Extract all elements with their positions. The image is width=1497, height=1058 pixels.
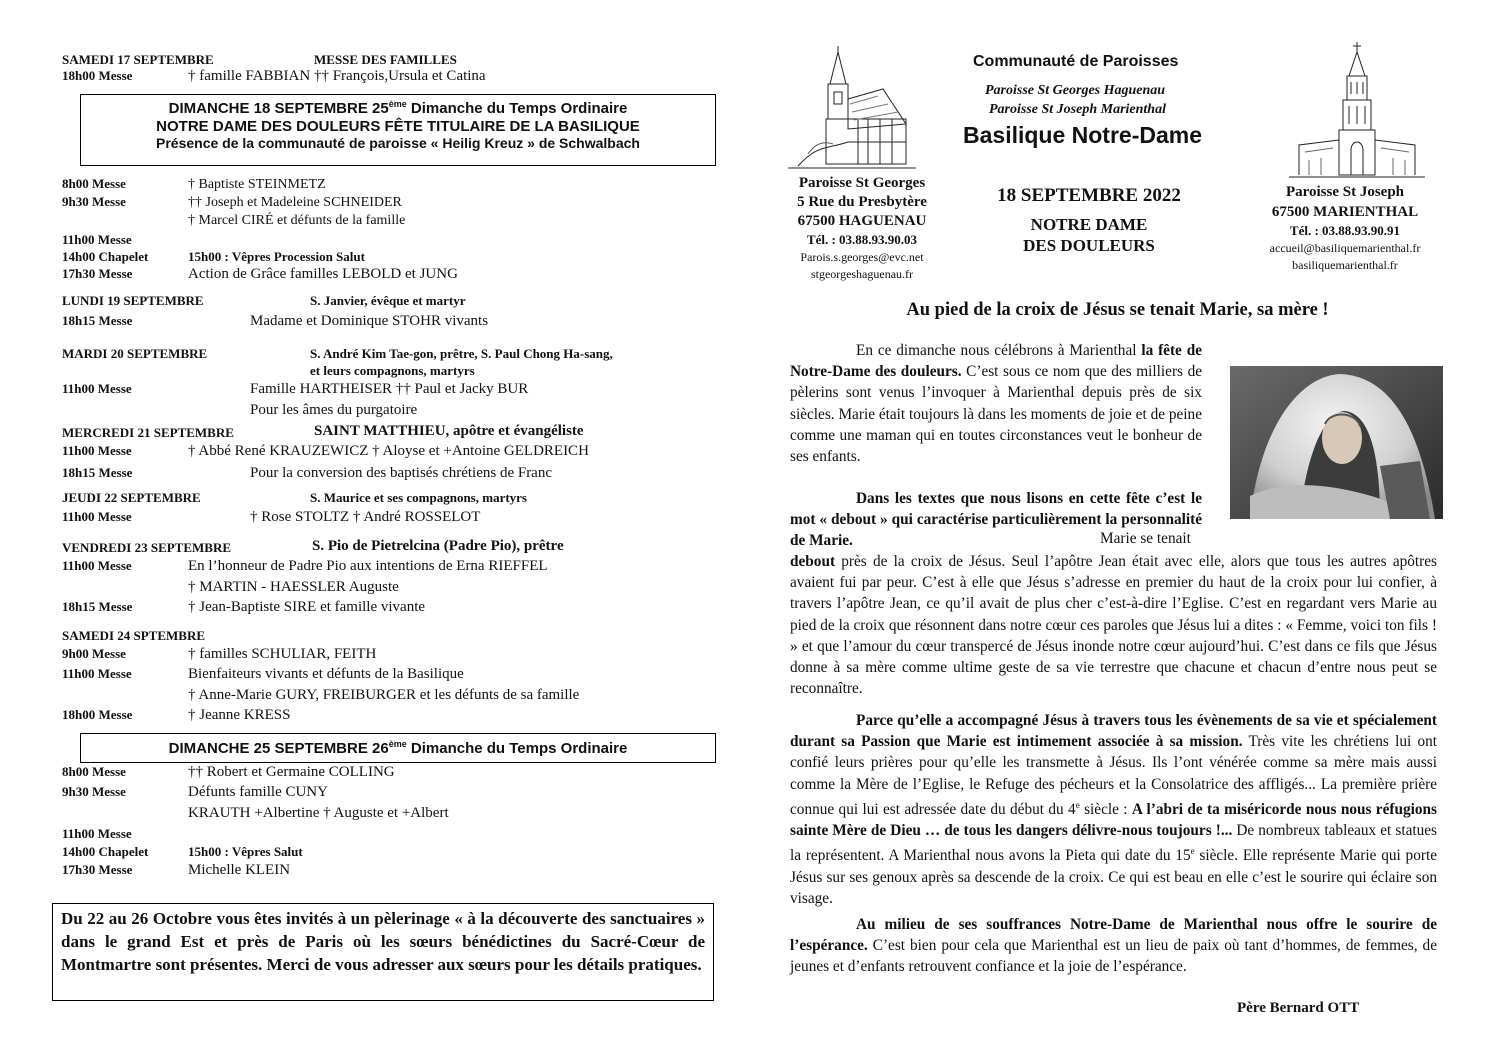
st-joseph-block bbox=[1240, 182, 1450, 274]
mass-row: 9h30 Messe †† Joseph et Madeleine SCHNEIDER bbox=[62, 194, 402, 210]
marienthal-basilica-icon bbox=[1285, 40, 1430, 180]
mass-row: 9h30 Messe Défunts famille CUNY bbox=[62, 784, 328, 800]
mass-row: 8h00 Messe †† Robert et Germaine COLLING bbox=[62, 764, 395, 780]
st-georges-address: 5 Rue du Presbytère bbox=[797, 194, 927, 210]
paragraph-2: debout près de la croix de Jésus. Seul l’apôtre Jean était avec elle, alors que tous les autres apôtres avaient fui par peur. C’est à elle que Jésus s’adresse en premier du haut de la croix pour lui confier, à travers l’apôtre Jean, ce qu’il avait de plus cher c’est-à-dire l’Eglise. C’est en regardant vers Marie au pied de la croix que résonnent dans notre cœur ces paroles que Jésus lui a dites : « Femme, voici ton fils ! » et que l’amour du cœur transpercé de Jésus inonde notre cœur aujourd’hui. C’est dans ce fils que Jésus donne à sa mère comme ultime geste de sa vie terrestre que chacune et chacun d’entre nous peut se reconnaître. bbox=[790, 553, 1437, 698]
feast-label: et leurs compagnons, martyrs bbox=[310, 363, 475, 378]
st-joseph-name: Paroisse St Joseph bbox=[1285, 184, 1405, 200]
mass-row: 18h00 Messe † famille FABBIAN †† François,Ursula et Catina bbox=[62, 68, 486, 84]
mass-row: 18h00 Messe † Jeanne KRESS bbox=[62, 707, 291, 723]
st-joseph-phone: Tél. : 03.88.93.90.91 bbox=[1289, 223, 1401, 238]
st-joseph-email: accueil@basiliquemarienthal.fr bbox=[1269, 241, 1421, 255]
feast-label: S. André Kim Tae-gon, prêtre, S. Paul Chong Ha-sang, bbox=[310, 346, 613, 361]
day-heading: JEUDI 22 SEPTEMBRE bbox=[62, 490, 201, 505]
paragraph-4: Au milieu de ses souffrances Notre-Dame de Marienthal nous offre le sourire de l’espérance. C’est bien pour cela que Marienthal est un lieu de paix où tant d’hommes, de femmes, de jeunes et d’enfants retrouvent confiance et la joie de l’espérance. bbox=[790, 916, 1437, 976]
mass-row: 17h30 Messe Michelle KLEIN bbox=[62, 862, 291, 878]
pilgrimage-box bbox=[52, 903, 714, 1001]
paragraph-2-continuation-start: Marie se tenait bbox=[1100, 530, 1191, 547]
st-georges-phone: Tél. : 03.88.93.90.03 bbox=[806, 232, 918, 247]
st-georges-block bbox=[770, 174, 954, 283]
mass-row: 18h15 Messe Madame et Dominique STOHR vivants bbox=[62, 313, 489, 329]
mass-row: 14h00 Chapelet 15h00 : Vêpres Procession Salut bbox=[62, 249, 365, 264]
day-heading: LUNDI 19 SEPTEMBRE bbox=[62, 293, 204, 308]
mass-row: 11h00 Messe En l’honneur de Padre Pio aux intentions de Erna RIEFFEL bbox=[62, 558, 548, 574]
day-heading: SAMEDI 17 SEPTEMBRE bbox=[62, 52, 214, 67]
pilgrimage-text: Du 22 au 26 Octobre vous êtes invités à un pèlerinage « à la découverte des sanctuaires » dans le grand Est et près de Paris où les sœurs bénédictines du Sacré-Cœur de Montmartre sont présentes. Merci de vous adresser aux sœurs pour les détails pratiques. bbox=[61, 909, 705, 974]
mass-row: 11h00 Messe † Rose STOLTZ † André ROSSELOT bbox=[62, 509, 481, 525]
parish-1: Paroisse St Georges Haguenau bbox=[985, 83, 1166, 98]
st-georges-church-icon bbox=[788, 44, 918, 174]
bulletin-date: 18 SEPTEMBRE 2022 bbox=[997, 185, 1181, 206]
day-heading: MERCREDI 21 SEPTEMBRE bbox=[62, 425, 234, 440]
mass-row: 14h00 Chapelet 15h00 : Vêpres Salut bbox=[62, 844, 303, 859]
paragraph-3: Parce qu’elle a accompagné Jésus à travers tous les évènements de sa vie et spécialement durant sa Passion que Marie est intimement associée à sa mission. Très vite les chrétiens lui ont confié leurs prières pour qu’elle les transmette à Jésus. Ils l’ont vénérée comme sa mère mais aussi comme la Mère de l’Eglise, le Refuge des pécheurs et la Consolatrice des affligés... La première prière connue qui lui est adressée date du début du 4e siècle : A l’abri de ta miséricorde nous nous réfugions sainte Mère de Dieu … de tous les dangers délivre-nous toujours !... De nombreux tableaux et statues la représentent. A Marienthal nous avons la Pieta qui date du 15e siècle. Elle représente Marie qui porte Jésus sur ses genoux après sa descende de la croix. Ce qui est beau en elle c’est le sourire qui éclaire son visage. bbox=[790, 712, 1437, 907]
st-georges-web: stgeorgeshaguenau.fr bbox=[810, 267, 914, 281]
signature: Père Bernard OTT bbox=[1237, 1000, 1360, 1016]
mass-row: 11h00 Messe bbox=[62, 826, 132, 841]
feast-label: S. Janvier, évêque et martyr bbox=[310, 293, 466, 308]
mass-row: 11h00 Messe bbox=[62, 232, 132, 247]
mass-row: 11h00 Messe † Abbé René KRAUZEWICZ † Aloyse et +Antoine GELDREICH bbox=[62, 443, 589, 459]
st-joseph-city: 67500 MARIENTHAL bbox=[1271, 204, 1419, 220]
mass-row: 11h00 Messe Bienfaiteurs vivants et défunts de la Basilique bbox=[62, 666, 464, 682]
mass-row: 17h30 Messe Action de Grâce familles LEBOLD et JUNG bbox=[62, 266, 458, 282]
mass-row: † Marcel CIRÉ et défunts de la famille bbox=[188, 213, 406, 228]
st-georges-email: Parois.s.georges@evc.net bbox=[800, 250, 924, 264]
feast-name: NOTRE DAME DES DOULEURS bbox=[1023, 215, 1155, 255]
mass-row: † Anne-Marie GURY, FREIBURGER et les défunts de sa famille bbox=[188, 687, 580, 703]
sunday-18-box bbox=[80, 94, 716, 166]
mass-row: † MARTIN - HAESSLER Auguste bbox=[188, 579, 399, 595]
sunday-title: DIMANCHE 18 SEPTEMBRE 25ème Dimanche du Temps Ordinaire bbox=[168, 99, 628, 117]
day-heading: MARDI 20 SEPTEMBRE bbox=[62, 346, 208, 361]
feast-title: NOTRE DAME DES DOULEURS FÊTE TITULAIRE DE LA BASILIQUE bbox=[156, 118, 640, 135]
mass-row: 18h15 Messe † Jean-Baptiste SIRE et famille vivante bbox=[62, 599, 426, 615]
parish-2: Paroisse St Joseph Marienthal bbox=[989, 102, 1166, 117]
st-georges-name: Paroisse St Georges bbox=[798, 175, 926, 191]
day-heading: SAMEDI 24 SPTEMBRE bbox=[62, 628, 206, 643]
mass-row: 11h00 Messe Famille HARTHEISER †† Paul et Jacky BUR bbox=[62, 381, 529, 397]
st-joseph-web: basiliquemarienthal.fr bbox=[1292, 258, 1398, 272]
mass-row: 8h00 Messe † Baptiste STEINMETZ bbox=[62, 176, 326, 192]
pieta-photo bbox=[1230, 366, 1443, 519]
mass-row: 9h00 Messe † familles SCHULIAR, FEITH bbox=[62, 646, 377, 662]
sunday-25-box bbox=[80, 733, 716, 763]
paragraph-1: En ce dimanche nous célébrons à Marienthal la fête de Notre-Dame des douleurs. C’est sous ce nom que des milliers de pèlerins sont venus l’invoquer à Marienthal depuis près de six siècles. Marie était toujours là dans les moments de joie et de peine comme une maman qui en toutes circonstances veut le bonheur de ses enfants. bbox=[790, 342, 1203, 466]
sunday-title: DIMANCHE 25 SEPTEMBRE 26ème Dimanche du Temps Ordinaire bbox=[168, 739, 628, 757]
mass-row: 18h15 Messe Pour la conversion des baptisés chrétiens de Franc bbox=[62, 465, 552, 481]
feast-label: SAINT MATTHIEU, apôtre et évangéliste bbox=[314, 423, 584, 439]
mass-row: Pour les âmes du purgatoire bbox=[250, 402, 418, 418]
guest-community: Présence de la communauté de paroisse « Heilig Kreuz » de Schwalbach bbox=[156, 135, 640, 151]
mass-row: KRAUTH +Albertine † Auguste et +Albert bbox=[188, 805, 449, 821]
feast-label: MESSE DES FAMILLES bbox=[314, 52, 457, 67]
feast-label: S. Pio de Pietrelcina (Padre Pio), prêtre bbox=[312, 538, 564, 554]
paragraph-2-start: Dans les textes que nous lisons en cette fête c’est le mot « debout » qui caractérise particulièrement la personnalité de Marie. bbox=[790, 490, 1202, 550]
day-heading: VENDREDI 23 SEPTEMBRE bbox=[62, 540, 232, 555]
basilica-title: Basilique Notre-Dame bbox=[963, 122, 1203, 148]
article-title: Au pied de la croix de Jésus se tenait Marie, sa mère ! bbox=[906, 300, 1329, 320]
st-georges-city: 67500 HAGUENAU bbox=[797, 213, 927, 229]
community-title: Communauté de Paroisses bbox=[973, 53, 1179, 70]
feast-label: S. Maurice et ses compagnons, martyrs bbox=[310, 490, 527, 505]
